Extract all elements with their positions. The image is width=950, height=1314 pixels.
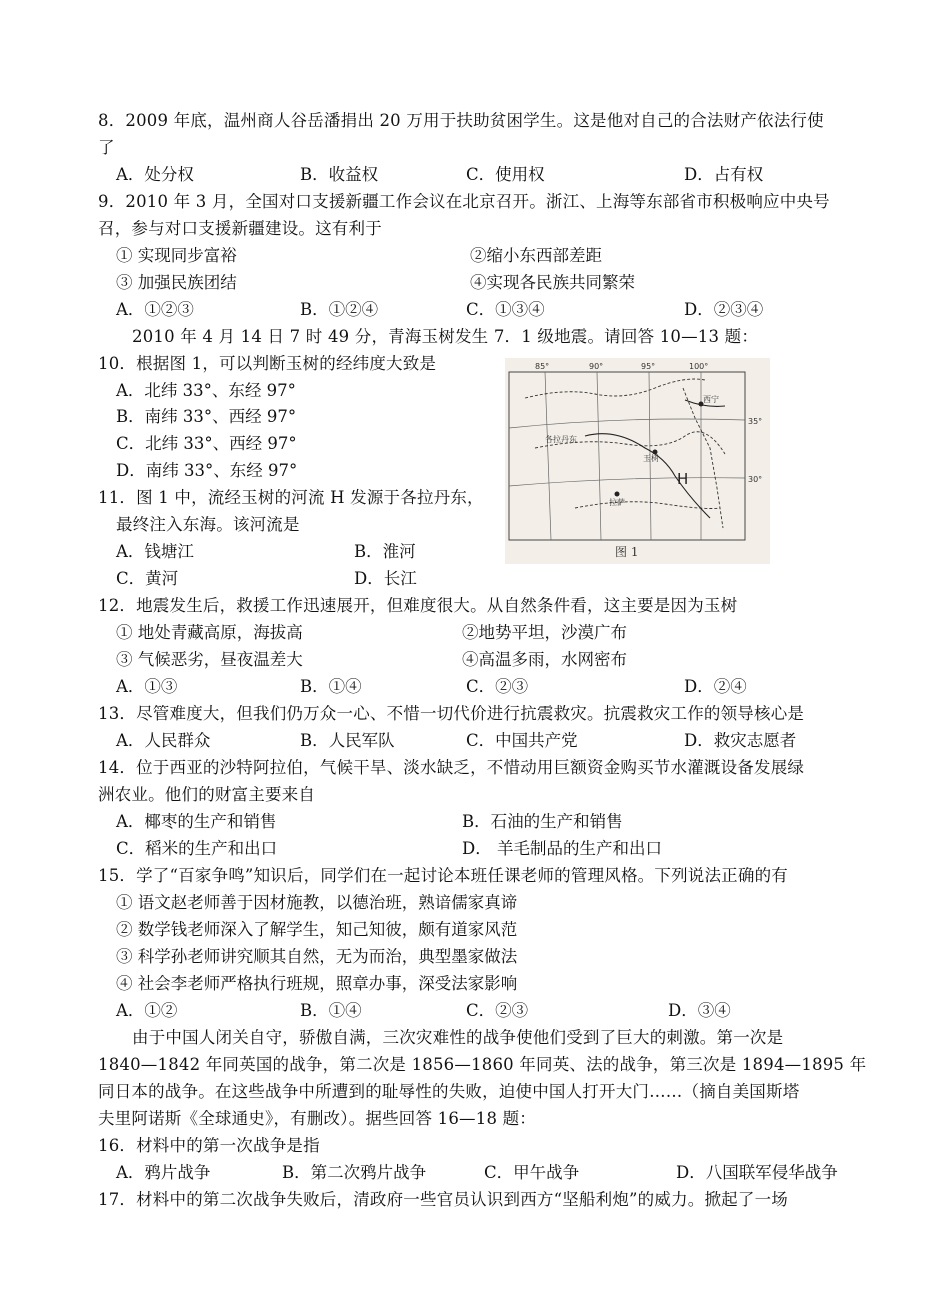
q8-stem-line-1: 8．2009 年底，温州商人谷岳潘捐出 20 万用于扶助贫困学生。这是他对自己的合法财产依法行使 [98, 111, 824, 130]
q14-option-a: A．椰枣的生产和销售 [116, 812, 277, 831]
q9-option-c: C．①③④ [466, 300, 545, 319]
q16-stem: 16．材料中的第一次战争是指 [98, 1136, 320, 1155]
place-yushu: 玉树 [643, 454, 659, 463]
figure-1-caption: 图 1 [615, 545, 639, 559]
q9-item-3: ③ 加强民族团结 [116, 273, 237, 292]
q8-stem-line-2: 了 [98, 138, 115, 157]
q10-option-c: C．北纬 33°、西经 97° [116, 434, 297, 453]
q11-stem-line-2: 最终注入东海。该河流是 [116, 515, 300, 534]
q12-item-4: ④高温多雨，水网密布 [462, 650, 627, 669]
place-lhasa: 拉萨 [609, 498, 625, 507]
q13-option-a: A．人民群众 [116, 731, 211, 750]
q12-item-3: ③ 气候恶劣，昼夜温差大 [116, 650, 303, 669]
q13-option-b: B．人民军队 [300, 731, 395, 750]
q10-option-d: D．南纬 33°、东经 97° [116, 461, 298, 480]
lat-label-35: 35° [748, 417, 763, 426]
q15-option-c: C．②③ [466, 1001, 529, 1020]
q13-option-c: C．中国共产党 [466, 731, 578, 750]
lhasa-marker [615, 492, 620, 497]
material-line-4: 夫里阿诺斯《全球通史》，有删改）。据些回答 16—18 题： [98, 1109, 536, 1128]
q9-stem-line-2: 召，参与对口支援新疆建设。这有利于 [98, 219, 382, 238]
q12-item-2: ②地势平坦，沙漠广布 [462, 623, 627, 642]
q16-option-d: D．八国联军侵华战争 [676, 1163, 838, 1182]
q10-stem: 10．根据图 1，可以判断玉树的经纬度大致是 [98, 354, 437, 373]
q11-option-b: B．淮河 [354, 542, 416, 561]
q15-item-2: ② 数学钱老师深入了解学生，知己知彼，颇有道家风范 [116, 920, 518, 939]
q10-option-b: B．南纬 33°、西经 97° [116, 407, 297, 426]
q15-item-3: ③ 科学孙老师讲究顺其自然，无为而治，典型墨家做法 [116, 947, 518, 966]
q9-item-1: ① 实现同步富裕 [116, 246, 237, 265]
lon-label-85: 85° [535, 362, 550, 371]
q10-option-a: A．北纬 33°、东经 97° [116, 381, 296, 400]
material-line-2: 1840—1842 年同英国的战争，第二次是 1856—1860 年同英、法的战争，第三次是 1894—1895 年 [98, 1055, 867, 1074]
map-background [505, 358, 770, 564]
q15-item-1: ① 语文赵老师善于因材施教，以德治班，熟谙儒家真谛 [116, 893, 518, 912]
q12-item-1: ① 地处青藏高原，海拔高 [116, 623, 303, 642]
material-line-3: 同日本的战争。在这些战争中所遭到的耻辱性的失败，迫使中国人打开大门……（摘自美国斯塔 [98, 1082, 800, 1101]
q12-option-b: B．①④ [300, 677, 362, 696]
q15-option-d: D．③④ [668, 1001, 731, 1020]
q8-option-c: C．使用权 [466, 165, 545, 184]
q8-option-d: D．占有权 [684, 165, 764, 184]
q15-option-b: B．①④ [300, 1001, 362, 1020]
q13-stem: 13．尽管难度大，但我们仍万众一心、不惜一切代价进行抗震救灾。抗震救灾工作的领导核心是 [98, 704, 805, 723]
q9-item-4: ④实现各民族共同繁荣 [470, 273, 635, 292]
q14-stem-line-1: 14．位于西亚的沙特阿拉伯，气候干旱、淡水缺乏，不惜动用巨额资金购买节水灌溉设备发展绿 [98, 758, 805, 777]
q8-option-a: A．处分权 [116, 165, 194, 184]
q11-option-d: D．长江 [354, 569, 417, 588]
place-xining: 西宁 [703, 395, 719, 404]
q9-option-b: B．①②④ [300, 300, 379, 319]
q14-option-d: D． 羊毛制品的生产和出口 [462, 839, 662, 858]
q15-stem: 15．学了“百家争鸣”知识后，同学们在一起讨论本班任课老师的管理风格。下列说法正确的有 [98, 866, 788, 885]
q14-stem-line-2: 洲农业。他们的财富主要来自 [98, 785, 316, 804]
lat-label-30: 30° [748, 475, 763, 484]
q14-option-c: C．稻米的生产和出口 [116, 839, 278, 858]
figure-1-map [505, 358, 770, 564]
q14-option-b: B．石油的生产和销售 [462, 812, 623, 831]
intro-10-13: 2010 年 4 月 14 日 7 时 49 分，青海玉树发生 7．1 级地震。请回答 10—13 题： [132, 327, 759, 346]
material-line-1: 由于中国人闭关自守，骄傲自满，三次灾难性的战争使他们受到了巨大的刺激。第一次是 [132, 1028, 784, 1047]
q12-option-d: D．②④ [684, 677, 747, 696]
q13-option-d: D．救灾志愿者 [684, 731, 797, 750]
q15-option-a: A．①② [116, 1001, 178, 1020]
q11-option-c: C．黄河 [116, 569, 179, 588]
map-drawing [505, 358, 770, 564]
place-geladandong: 各拉丹东 [545, 435, 577, 444]
lon-label-100: 100° [689, 362, 709, 371]
q12-option-a: A．①③ [116, 677, 178, 696]
q12-stem: 12．地震发生后，救援工作迅速展开，但难度很大。从自然条件看，这主要是因为玉树 [98, 596, 738, 615]
q9-item-2: ②缩小东西部差距 [470, 246, 602, 265]
q16-option-c: C．甲午战争 [484, 1163, 580, 1182]
q11-option-a: A．钱塘江 [116, 542, 194, 561]
q9-stem-line-1: 9．2010 年 3 月，全国对口支援新疆工作会议在北京召开。浙江、上海等东部省市积极响应中央号 [98, 192, 830, 211]
q11-stem-line-1: 11．图 1 中，流经玉树的河流 H 发源于各拉丹东， [98, 488, 484, 507]
q9-option-a: A．①②③ [116, 300, 194, 319]
q9-option-d: D．②③④ [684, 300, 764, 319]
q16-option-b: B．第二次鸦片战争 [282, 1163, 427, 1182]
river-h-label: H [677, 470, 689, 488]
q15-item-4: ④ 社会李老师严格执行班规，照章办事，深受法家影响 [116, 974, 518, 993]
lon-label-90: 90° [589, 362, 604, 371]
q12-option-c: C．②③ [466, 677, 529, 696]
q16-option-a: A．鸦片战争 [116, 1163, 211, 1182]
q17-stem: 17．材料中的第二次战争失败后，清政府一些官员认识到西方“坚船利炮”的威力。掀起了一场 [98, 1190, 788, 1209]
lon-label-95: 95° [641, 362, 656, 371]
q8-option-b: B．收益权 [300, 165, 379, 184]
